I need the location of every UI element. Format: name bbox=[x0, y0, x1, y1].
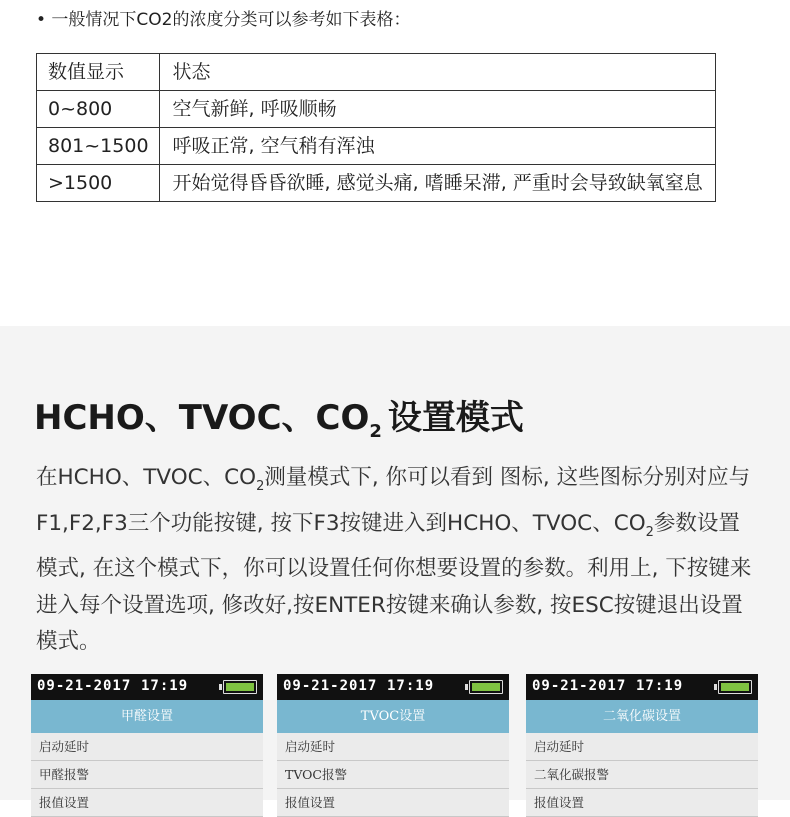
battery-icon bbox=[718, 680, 752, 694]
table-cell: 0~800 bbox=[37, 91, 160, 128]
table-cell: 空气新鲜, 呼吸顺畅 bbox=[159, 91, 715, 128]
menu-item: 二氧化碳报警 bbox=[526, 761, 758, 789]
menu-item: TVOC报警 bbox=[277, 761, 509, 789]
para-sub-1: 2 bbox=[256, 479, 265, 494]
co2-level-table bbox=[36, 53, 716, 202]
date-readout: 09-21-2017 bbox=[37, 678, 132, 694]
status-bar bbox=[31, 674, 263, 700]
screen-title: 二氧化碳设置 bbox=[526, 700, 758, 733]
battery-icon bbox=[223, 680, 257, 694]
table-row bbox=[37, 91, 716, 128]
device-screen-hcho bbox=[31, 674, 263, 810]
status-bar bbox=[277, 674, 509, 700]
menu-item: 报值设置 bbox=[31, 789, 263, 817]
date-readout: 09-21-2017 bbox=[283, 678, 378, 694]
settings-section bbox=[0, 326, 790, 810]
top-section bbox=[0, 0, 790, 326]
para-part-3: 参数设置模式, 在这个模式下，你可以设置任何你想要设置的参数。利用上, 下按键来进入每个设置选项, 修改好,按ENTER按键来确认参数, 按ESC按键退出设置模式。 bbox=[36, 510, 752, 654]
para-part-1: 在HCHO、TVOC、CO bbox=[36, 465, 257, 490]
time-readout: 17:19 bbox=[636, 678, 684, 694]
screen-title: TVOC设置 bbox=[277, 700, 509, 733]
table-header-cell: 状态 bbox=[159, 54, 715, 91]
table-cell: 801~1500 bbox=[37, 128, 160, 165]
section-heading bbox=[34, 390, 524, 442]
section-paragraph bbox=[36, 460, 756, 661]
table-row bbox=[37, 165, 716, 202]
table-cell: 呼吸正常, 空气稍有浑浊 bbox=[159, 128, 715, 165]
table-cell: >1500 bbox=[37, 165, 160, 202]
heading-subscript: 2 bbox=[369, 421, 382, 442]
menu-item: 启动延时 bbox=[277, 733, 509, 761]
screen-title: 甲醛设置 bbox=[31, 700, 263, 733]
menu-item: 甲醛报警 bbox=[31, 761, 263, 789]
menu-item: 启动延时 bbox=[526, 733, 758, 761]
para-part-2: 测量模式下, 你可以看到 图标, 这些图标分别对应与F1,F2,F3三个功能按键, 按下F3按键进入到HCHO、TVOC、CO bbox=[36, 465, 751, 536]
heading-main: HCHO、TVOC、CO bbox=[34, 398, 370, 438]
menu-item: 报值设置 bbox=[526, 789, 758, 817]
intro-text: • 一般情况下CO2的浓度分类可以参考如下表格： bbox=[36, 10, 411, 30]
heading-rest: 设置模式 bbox=[387, 398, 524, 438]
status-bar bbox=[526, 674, 758, 700]
time-readout: 17:19 bbox=[141, 678, 189, 694]
date-readout: 09-21-2017 bbox=[532, 678, 627, 694]
device-screen-co2 bbox=[526, 674, 758, 810]
table-header-cell: 数值显示 bbox=[37, 54, 160, 91]
battery-icon bbox=[469, 680, 503, 694]
table-cell: 开始觉得昏昏欲睡, 感觉头痛, 嗜睡呆滞, 严重时会导致缺氧窒息 bbox=[159, 165, 715, 202]
table-header-row bbox=[37, 54, 716, 91]
para-sub-2: 2 bbox=[645, 524, 654, 540]
time-readout: 17:19 bbox=[387, 678, 435, 694]
table-row bbox=[37, 128, 716, 165]
menu-item: 启动延时 bbox=[31, 733, 263, 761]
menu-item: 报值设置 bbox=[277, 789, 509, 817]
device-screen-tvoc bbox=[277, 674, 509, 810]
